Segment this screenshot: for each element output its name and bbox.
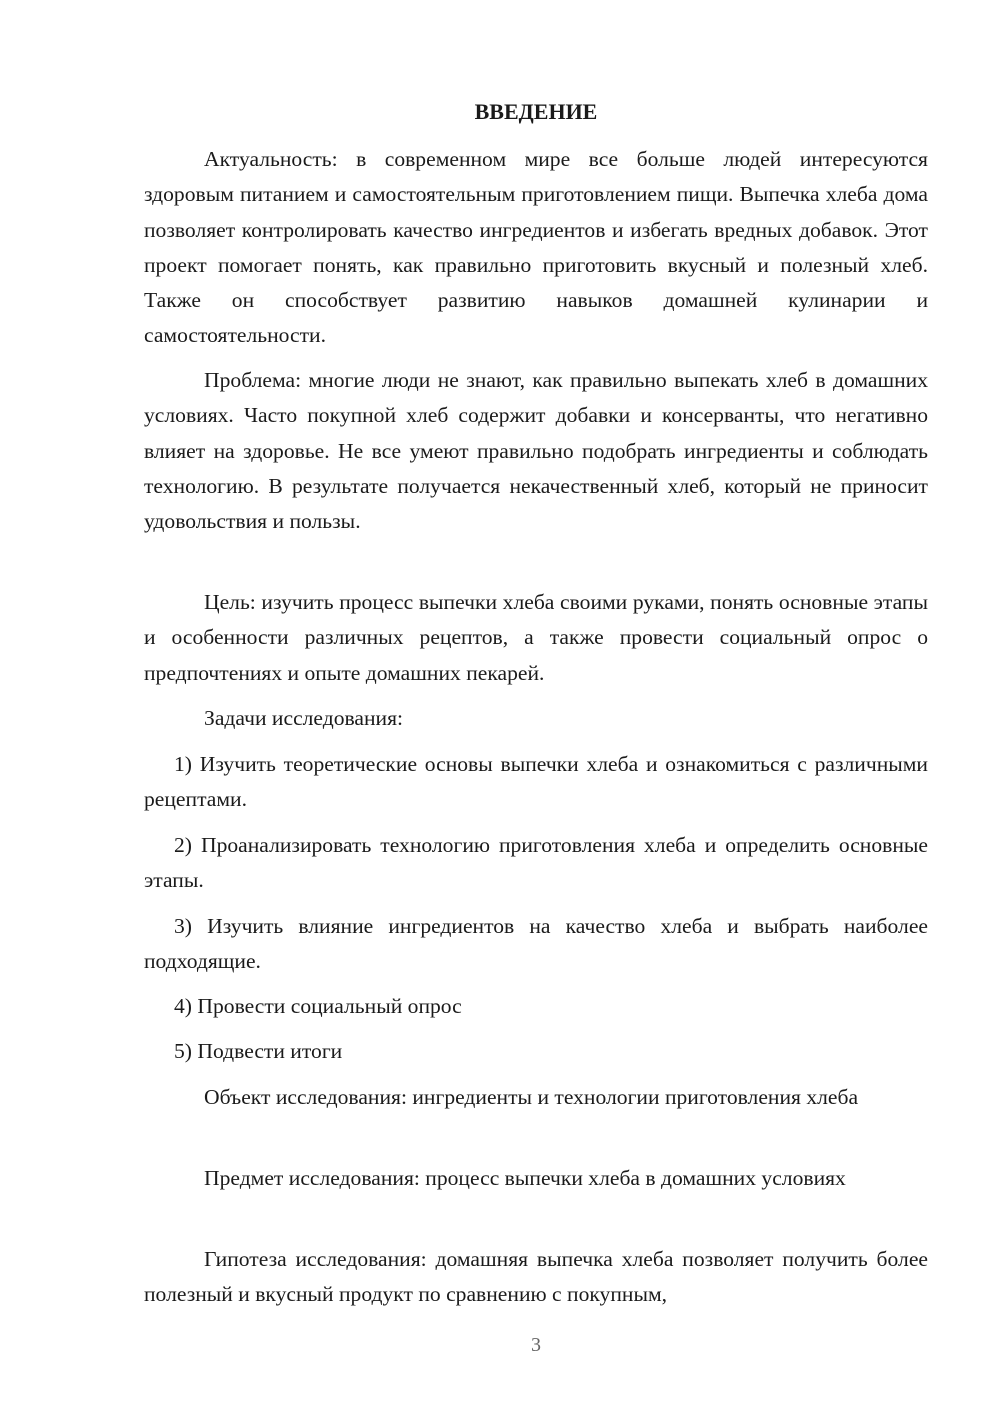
paragraph-goal: Цель: изучить процесс выпечки хлеба своими руками, понять основные этапы и особенности различных рецептов, а также провести социальный опрос о предпочтениях и опыте домашних пекарей. (144, 590, 928, 685)
paragraph-object: Объект исследования: ингредиенты и технологии приготовления хлеба (204, 1085, 859, 1109)
paragraph-subject: Предмет исследования: процесс выпечки хлеба в домашних условиях (204, 1166, 846, 1190)
task-item-2: 2) Проанализировать технологию приготовления хлеба и определить основные этапы. (144, 833, 928, 893)
paragraph-tasks-heading: Задачи исследования: (204, 706, 404, 730)
task-item-3: 3) Изучить влияние ингредиентов на качество хлеба и выбрать наиболее подходящие. (144, 914, 928, 974)
task-item-4: 4) Провести социальный опрос (174, 994, 462, 1018)
task-item-1: 1) Изучить теоретические основы выпечки хлеба и ознакомиться с различными рецептами. (144, 752, 928, 812)
task-item-5: 5) Подвести итоги (174, 1039, 343, 1063)
paragraph-relevance: Актуальность: в современном мире все больше людей интересуются здоровым питанием и самостоятельным приготовлением пищи. Выпечка хлеба дома позволяет контролировать качество ингредиентов и избегать вредных добавок. Этот проект помогает понять, как правильно приготовить вкусный и полезный хлеб. Также он способствует развитию навыков домашней кулинарии и самостоятельности. (144, 147, 928, 348)
page-number: 3 (531, 1334, 541, 1356)
page-title: ВВЕДЕНИЕ (474, 99, 598, 124)
paragraph-hypothesis: Гипотеза исследования: домашняя выпечка хлеба позволяет получить более полезный и вкусный продукт по сравнению с покупным, (144, 1247, 928, 1307)
paragraph-problem: Проблема: многие люди не знают, как правильно выпекать хлеб в домашних условиях. Часто покупной хлеб содержит добавки и консерванты, что негативно влияет на здоровье. Не все умеют правильно подобрать ингредиенты и соблюдать технологию. В результате получается некачественный хлеб, который не приносит удовольствия и пользы. (144, 368, 928, 534)
